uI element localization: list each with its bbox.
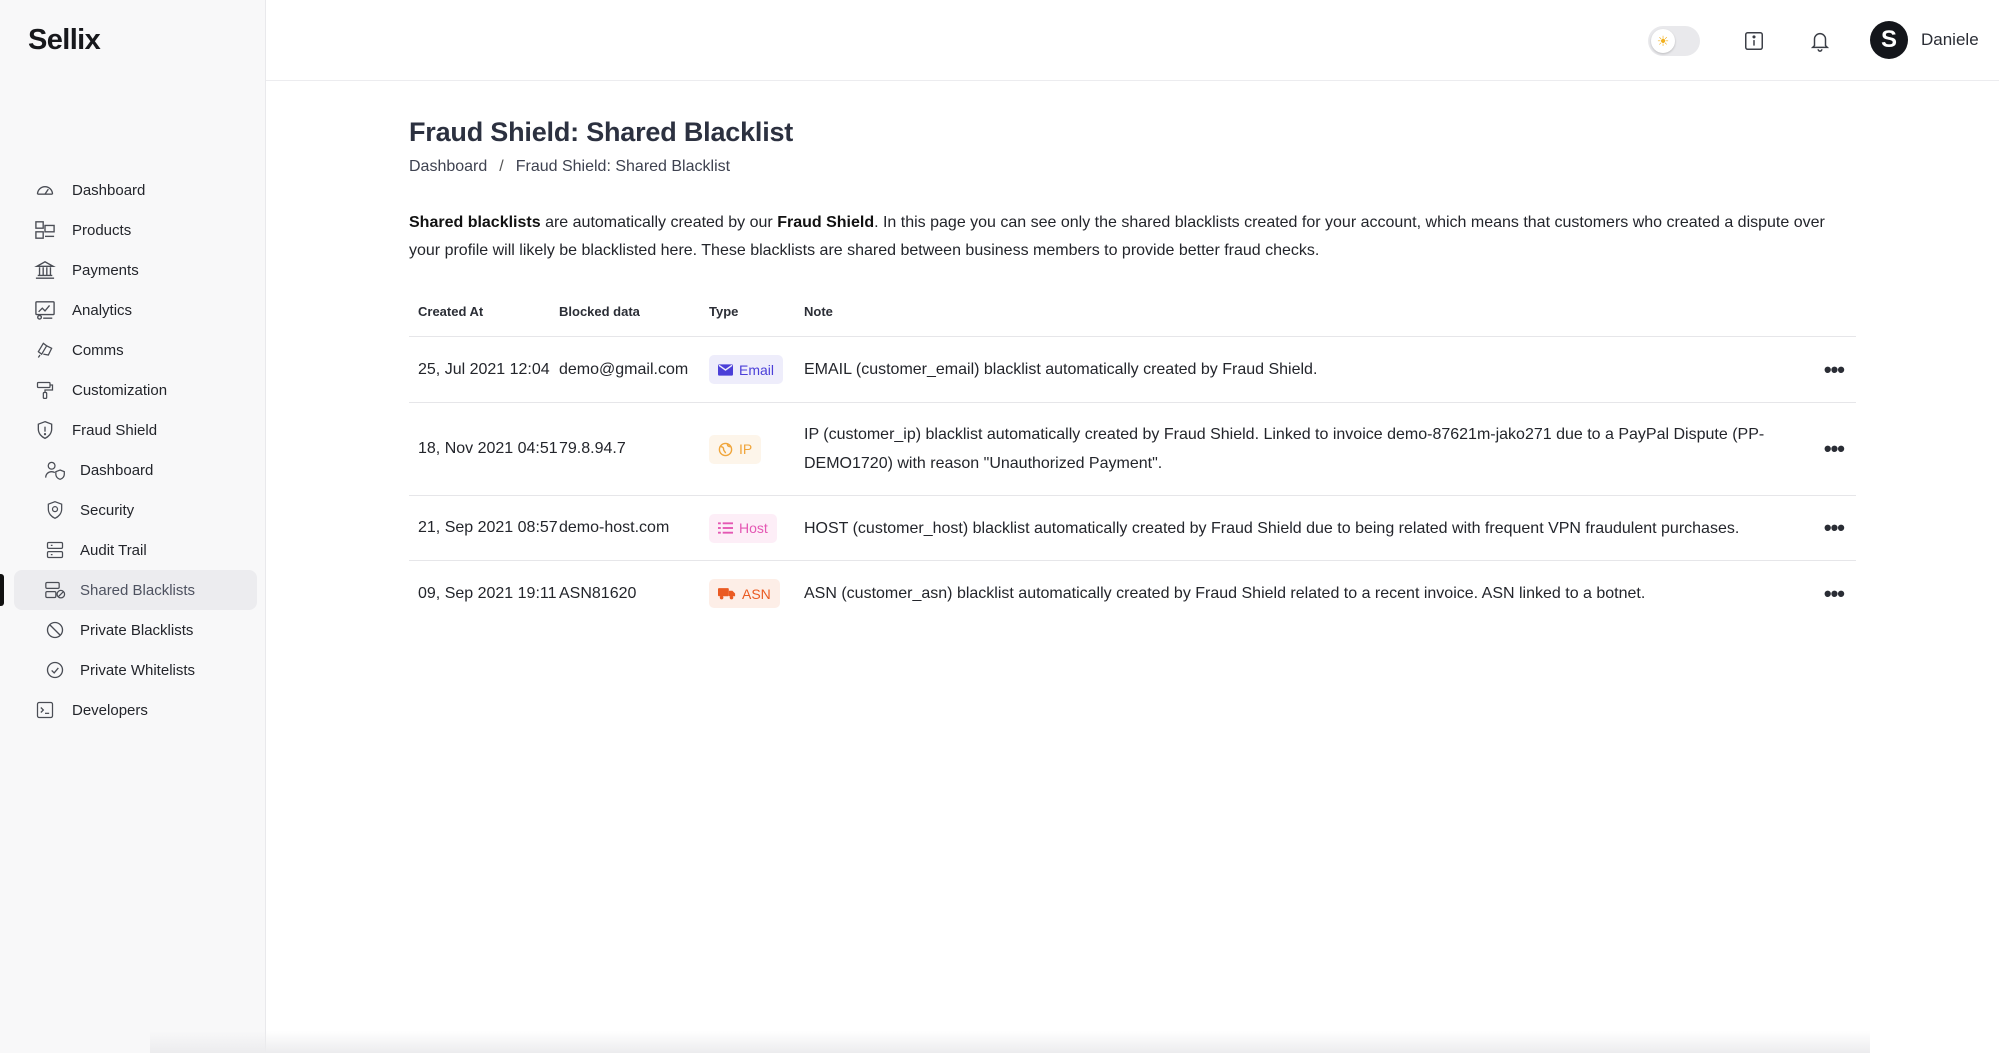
ban-icon [44, 619, 66, 641]
sidebar [0, 0, 266, 1053]
comms-icon [34, 339, 56, 361]
shield-icon [34, 419, 56, 441]
sun-icon: ☀ [1651, 29, 1675, 53]
breadcrumb-item-current: Fraud Shield: Shared Blacklist [515, 158, 731, 175]
created-at-cell: 25, Jul 2021 12:04 [418, 360, 550, 378]
sidebar-item-label: Private Blacklists [80, 621, 194, 639]
table-header [409, 286, 1856, 337]
type-badge-asn [709, 579, 780, 608]
theme-toggle[interactable] [1648, 26, 1700, 56]
blocked-data-cell: ASN81620 [559, 584, 637, 602]
sidebar-subitem-fraud-dashboard[interactable] [14, 450, 257, 490]
row-actions-button[interactable]: ••• [1823, 356, 1844, 382]
sidebar-item-label: Shared Blacklists [80, 581, 196, 599]
products-icon [34, 219, 56, 241]
note-cell: ASN (customer_asn) blacklist automatically created by Fraud Shield related to a recent invoice. ASN linked to a botnet. [804, 585, 1646, 602]
sidebar-item-label: Payments [72, 261, 139, 279]
info-icon[interactable] [1740, 27, 1768, 55]
table-row[interactable] [409, 337, 1856, 403]
shared-blacklist-icon [44, 579, 66, 601]
blocked-data-cell: demo@gmail.com [559, 360, 689, 378]
gauge-icon [34, 179, 56, 201]
page-title: Fraud Shield: Shared Blacklist [409, 117, 794, 147]
type-cell [709, 514, 804, 543]
column-header-type[interactable]: Type [709, 303, 739, 319]
row-actions-button[interactable]: ••• [1823, 436, 1844, 461]
shared-blacklist-table [409, 286, 1856, 626]
sidebar-subitem-security[interactable] [14, 490, 257, 530]
sidebar-item-payments[interactable] [14, 250, 257, 290]
column-header-created-at[interactable]: Created At [418, 303, 484, 319]
sidebar-item-label: Security [80, 501, 135, 519]
sidebar-item-label: Dashboard [80, 461, 154, 479]
topbar [266, 0, 1999, 81]
type-badge-label: Host [739, 520, 768, 536]
intro-text-part: . In this page you can see only the shared blacklists created for your account, which means that customers who created a dispute over your profile will likely be blacklisted here. These blacklists are shared between business members to provide better fraud checks. [409, 214, 1825, 259]
type-badge-host [709, 514, 777, 543]
breadcrumb [409, 158, 730, 176]
note-cell: EMAIL (customer_email) blacklist automatically created by Fraud Shield. [804, 361, 1318, 378]
check-circle-icon [44, 659, 66, 681]
sidebar-item-label: Dashboard [72, 181, 146, 199]
sidebar-nav [0, 170, 266, 730]
sidebar-subitem-shared-blacklists[interactable] [14, 570, 257, 610]
type-badge-label: ASN [742, 585, 771, 602]
paint-roller-icon [34, 379, 56, 401]
sidebar-item-label: Audit Trail [80, 541, 147, 559]
sidebar-item-products[interactable] [14, 210, 257, 250]
type-badge-label: IP [739, 441, 753, 457]
sidebar-item-fraud-shield[interactable] [14, 410, 257, 450]
bank-icon [34, 259, 56, 281]
table-row[interactable] [409, 561, 1856, 626]
created-at-cell: 09, Sep 2021 19:11 [418, 584, 557, 602]
sidebar-item-label: Products [72, 221, 132, 239]
column-header-blocked-data[interactable]: Blocked data [559, 303, 640, 319]
envelope-icon [718, 364, 733, 376]
sidebar-item-analytics[interactable] [14, 290, 257, 330]
intro-bold-fraud-shield: Fraud Shield [777, 214, 875, 231]
sidebar-subitem-audit-trail[interactable] [14, 530, 257, 570]
globe-icon [718, 442, 733, 457]
truck-icon [718, 587, 736, 600]
list-icon [718, 522, 733, 534]
note-cell: IP (customer_ip) blacklist automatically created by Fraud Shield. Linked to invoice demo-87621m-jako271 due to a PayPal Dispute (PP-DEMO1720) with reason "Unauthorized Payment". [804, 426, 1765, 472]
column-header-note[interactable]: Note [804, 303, 833, 319]
created-at-cell: 18, Nov 2021 04:51 [418, 440, 558, 457]
sidebar-item-label: Developers [72, 701, 148, 719]
type-badge-label: Email [739, 361, 775, 378]
sidebar-subitem-private-whitelists[interactable] [14, 650, 257, 690]
type-cell [709, 579, 804, 608]
sidebar-item-label: Fraud Shield [72, 421, 158, 439]
analytics-icon [34, 299, 56, 321]
created-at-cell: 21, Sep 2021 08:57 [418, 519, 558, 536]
username[interactable]: Daniele [1921, 30, 1979, 49]
app-logo[interactable]: Sellix [28, 24, 101, 56]
sidebar-item-label: Private Whitelists [80, 661, 196, 679]
terminal-icon [34, 699, 56, 721]
sidebar-item-dashboard[interactable] [14, 170, 257, 210]
type-cell [709, 435, 804, 464]
intro-bold-shared: Shared blacklists [409, 214, 541, 231]
avatar[interactable]: S [1870, 21, 1908, 59]
sidebar-item-developers[interactable] [14, 690, 257, 730]
blocked-data-cell: demo-host.com [559, 519, 670, 536]
sidebar-item-label: Analytics [72, 301, 133, 319]
intro-text [409, 209, 1849, 265]
table-row[interactable] [409, 496, 1856, 561]
type-badge-email [709, 355, 783, 384]
breadcrumb-item-dashboard[interactable]: Dashboard [409, 158, 488, 175]
intro-text-part: are automatically created by our [540, 214, 778, 231]
row-actions-button[interactable]: ••• [1823, 515, 1844, 540]
table-row[interactable] [409, 403, 1856, 496]
security-icon [44, 499, 66, 521]
sidebar-item-label: Comms [72, 341, 124, 359]
sidebar-item-comms[interactable] [14, 330, 257, 370]
type-cell [709, 355, 804, 384]
active-indicator [0, 574, 4, 606]
bottom-shadow [150, 1031, 1870, 1053]
note-cell: HOST (customer_host) blacklist automatically created by Fraud Shield due to being related with frequent VPN fraudulent purchases. [804, 519, 1740, 537]
type-badge-ip [709, 435, 761, 464]
sidebar-item-customization[interactable] [14, 370, 257, 410]
server-icon [44, 539, 66, 561]
sidebar-subitem-private-blacklists[interactable] [14, 610, 257, 650]
sidebar-item-label: Customization [72, 381, 168, 399]
bell-icon[interactable] [1806, 27, 1834, 55]
blocked-data-cell: 79.8.94.7 [559, 440, 626, 457]
row-actions-button[interactable]: ••• [1823, 580, 1844, 606]
breadcrumb-separator: / [499, 158, 504, 175]
user-shield-icon [44, 459, 66, 481]
